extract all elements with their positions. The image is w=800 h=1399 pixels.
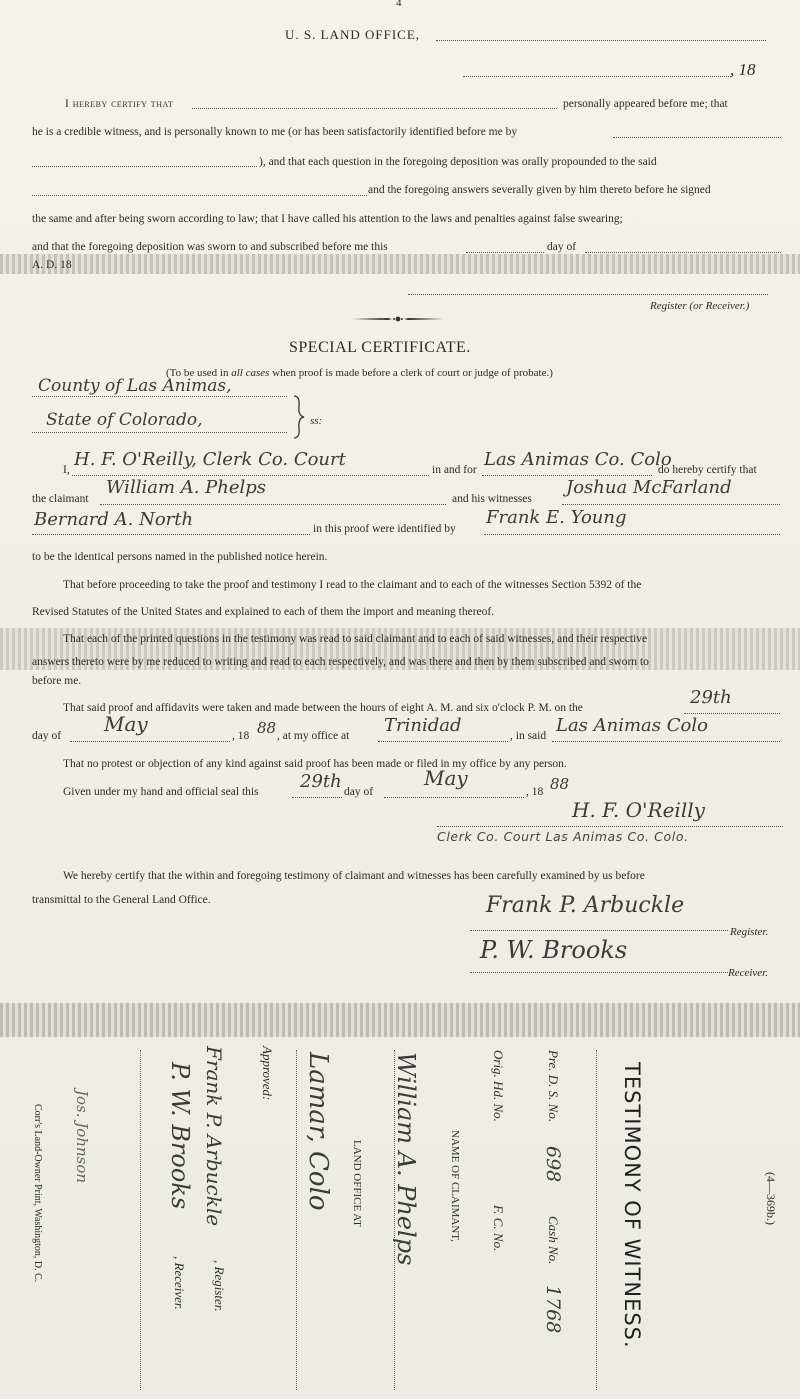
testimony-title: TESTIMONY OF WITNESS. [620,1062,644,1349]
back-rule-4 [140,1050,141,1390]
given-under-hand: Given under my hand and official seal this [63,786,259,798]
proof-county-line [552,741,780,742]
register-label: Register. [730,926,769,938]
back-land-office: Lamar, Colo [303,1052,333,1211]
back-register-label: , Register. [212,1260,227,1312]
clerk-name: H. F. O'Reilly, Clerk Co. Court [74,449,346,470]
witness2-line [32,534,310,535]
receiver-line [470,972,728,973]
anno-domini: A. D. 18 [32,259,72,271]
clerk-stamp: Clerk Co. Court Las Animas Co. Colo. [437,829,689,844]
register-signature: Frank P. Arbuckle [486,893,685,918]
i-label: I, [63,464,70,476]
in-and-for: in and for [432,464,477,476]
back-rule-1 [596,1050,597,1390]
proof-place-line [378,741,508,742]
state-venue-line [32,432,287,433]
date-year: , 18 [730,60,756,79]
cert-line5: the same and after being sworn according to law; that I have called his attention to the laws and penalties against false swearing; [32,213,623,225]
claimant-name: William A. Phelps [106,477,267,498]
witness1-line [562,504,780,505]
cert-line2: he is a credible witness, and is personally known to me (or has been satisfactorily identified before me by [32,126,518,138]
given-day: 29th [300,771,342,792]
paragraph2-a: That each of the printed questions in the testimony was read to said claimant and to each of said witnesses, and their respective [63,633,648,645]
land-office-heading: U. S. LAND OFFICE, [285,27,421,42]
proof-place: Trinidad [384,715,462,736]
witnesses-label: and his witnesses [452,493,532,505]
proof-year: 88 [257,719,277,737]
claimant-label: the claimant [32,493,89,505]
back-claimant-name: William A. Phelps [392,1052,420,1266]
ss-label: ss: [310,415,323,427]
given-month: May [424,766,468,790]
land-office-at-label: LAND OFFICE AT [351,1140,363,1227]
date-line [463,76,731,77]
scan-band [0,254,800,274]
receiver-signature: P. W. Brooks [480,936,628,964]
brace-icon [292,394,306,440]
claimant-name-line [100,504,446,505]
paragraph3-a: That said proof and affidavits were taken and made between the hours of eight A. M. and six o'clock P. M. on the [63,702,583,714]
cash-label: Cash No. [546,1216,561,1265]
printer-credit: Corr's Land-Owner Print, Washington, D. C. [32,1104,43,1283]
clerk-name-line [72,475,429,476]
back-receiver-label: , Receiver. [172,1256,187,1310]
day-of: day of [547,241,577,253]
form-number: (4—369b.) [764,1172,778,1225]
sworn-month-line [585,252,781,253]
back-receiver-signature: P. W. Brooks [166,1062,194,1210]
back-rule-2 [394,1050,395,1390]
claimant-line [32,195,367,196]
pre-ds-number: 698 [542,1146,564,1183]
pre-ds-label: Pre. D. S. No. [546,1050,561,1123]
page-number: 4 [396,0,402,9]
identical-text: to be the identical persons named in the published notice herein. [32,551,328,563]
clerk-signature-line [437,826,783,827]
paragraph2-b: answers thereto were by me reduced to writing and read to each respectively, and was there and then by them subscribed and sworn to [32,656,649,668]
back-register-signature: Frank P. Arbuckle [202,1046,226,1227]
clerk-signature: H. F. O'Reilly [572,798,705,822]
cert-intro-text: I hereby certify that [65,98,174,110]
cash-number: 1768 [542,1285,564,1334]
fold-band [0,1003,800,1037]
county-venue-line [32,396,287,397]
subtitle-em: all cases [231,367,270,379]
witness-name-line [192,108,557,109]
proof-county: Las Animas Colo [556,715,708,736]
claimant-name-label: NAME OF CLAIMANT, [449,1130,461,1242]
proof-office-text: , at my office at [277,730,350,742]
cert-line3: ), and that each question in the foregoing deposition was orally propounded to the said [259,156,657,168]
county-handwritten: Las Animas Co. Colo [484,449,672,470]
witness2-name: Bernard A. North [34,509,194,530]
proof-month: May [104,712,148,736]
given-day-of: day of [344,786,374,798]
county-line [482,475,652,476]
fc-label: F. C. No. [491,1205,506,1252]
cert-intro [65,97,173,111]
back-rule-3 [296,1050,297,1390]
receiver-label: Receiver. [728,967,768,979]
identified-text: in this proof were identified by [313,523,456,535]
subtitle-post: when proof is made before a clerk of court or judge of probate.) [269,367,553,379]
register-signature-line [408,294,768,295]
orig-hd-label: Orig. Hd. No. [491,1050,506,1122]
proof-in-said: , in said [510,730,547,742]
proof-day-of: day of [32,730,62,742]
register-line [470,930,728,931]
identified-by-line [613,137,781,138]
examined-text-b: transmittal to the General Land Office. [32,894,211,906]
cert-line4: and the foregoing answers severally given by him thereto before he signed [368,184,711,196]
given-day-line [292,797,342,798]
identifier-line [32,166,257,167]
land-office-line [436,40,766,41]
certify-text: do hereby certify that [658,464,757,476]
examined-text-a: We hereby certify that the within and foregoing testimony of claimant and witnesses has been carefully examined by us before [63,870,645,882]
proof-year-pre: , 18 [232,730,250,742]
ornament-divider-icon [352,315,444,323]
given-year-pre: , 18 [526,786,544,798]
sworn-day-line [466,252,544,253]
state-venue: State of Colorado, [46,410,203,430]
special-certificate-title: SPECIAL CERTIFICATE. [289,339,471,356]
paragraph4: That no protest or objection of any kind against said proof has been made or filed in my office by any person. [63,758,567,770]
cert-line1-end: personally appeared before me; that [563,98,728,110]
proof-day-line [684,713,780,714]
subtitle-pre: (To be used in [166,367,232,379]
paragraph2-c: before me. [32,675,82,687]
given-year: 88 [550,775,570,793]
register-receiver-label: Register (or Receiver.) [650,300,750,312]
given-month-line [384,797,524,798]
county-venue: County of Las Animas, [38,376,232,396]
identifier-name-line [484,534,780,535]
witness1-name: Joshua McFarland [566,477,732,498]
approved-label: Approved: [260,1046,275,1101]
proof-day: 29th [690,687,732,708]
paragraph1-a: That before proceeding to take the proof and testimony I read to the claimant and to each of the witnesses Section 5392 of the [63,579,642,591]
back-pencil-note: Jos. Johnson [73,1090,91,1184]
cert-line6: and that the foregoing deposition was sworn to and subscribed before me this [32,241,388,253]
identifier-name: Frank E. Young [486,507,627,528]
paragraph1-b: Revised Statutes of the United States and explained to each of them the import and meaning thereof. [32,606,495,618]
proof-month-line [70,741,230,742]
